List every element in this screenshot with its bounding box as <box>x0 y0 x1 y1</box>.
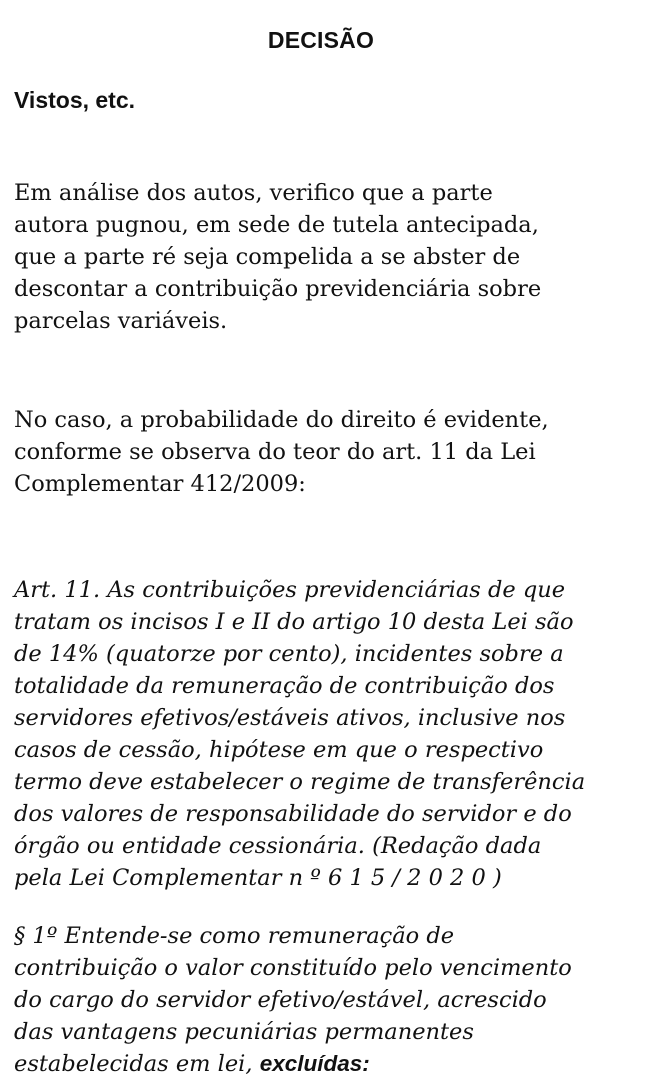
text-line: descontar a contribuição previdenciária sobre <box>14 276 542 302</box>
quote-line: casos de cessão, hipótese em que o respectivo <box>14 737 544 763</box>
emphasis-excluidas: excluídas: <box>259 1051 370 1076</box>
text-line: Em análise dos autos, verifico que a parte <box>14 180 493 206</box>
quote-line: totalidade da remuneração de contribuição dos <box>14 673 555 699</box>
text-line: que a parte ré seja compelida a se abster de <box>14 244 521 270</box>
text-line: autora pugnou, em sede de tutela antecipada, <box>14 212 539 238</box>
paragraph-probability <box>14 404 644 500</box>
quote-line: do cargo do servidor efetivo/estável, acrescido <box>14 987 547 1013</box>
quote-line: servidores efetivos/estáveis ativos, inclusive nos <box>14 705 566 731</box>
document-title: DECISÃO <box>267 27 375 53</box>
text-line: No caso, a probabilidade do direito é evidente, <box>14 407 549 433</box>
quote-line: de 14% (quatorze por cento), incidentes sobre a <box>14 641 564 667</box>
quote-line: órgão ou entidade cessionária. (Redação dada <box>14 833 542 859</box>
opening-phrase: Vistos, etc. <box>14 87 136 113</box>
quote-line: das vantagens pecuniárias permanentes <box>14 1019 474 1045</box>
quote-line: contribuição o valor constituído pelo vencimento <box>14 955 572 981</box>
quote-line: Art. 11. As contribuições previdenciárias de que <box>14 577 566 603</box>
quoted-paragraph-1 <box>14 920 644 1080</box>
quote-line: § 1º Entende-se como remuneração de <box>14 923 455 949</box>
quote-line-last <box>14 1048 644 1080</box>
quoted-article-11 <box>14 574 644 894</box>
quote-line: tratam os incisos I e II do artigo 10 desta Lei são <box>14 609 574 635</box>
paragraph-analysis <box>14 177 644 337</box>
quote-line: termo deve estabelecer o regime de transferência <box>14 769 586 795</box>
quote-text: estabelecidas em lei, <box>14 1051 260 1077</box>
quote-line: pela Lei Complementar n º 6 1 5 / 2 0 2 0 ) <box>14 865 502 891</box>
quote-line: dos valores de responsabilidade do servidor e do <box>14 801 572 827</box>
text-line: parcelas variáveis. <box>14 308 228 334</box>
text-line: conforme se observa do teor do art. 11 da Lei <box>14 439 536 465</box>
text-line: Complementar 412/2009: <box>14 471 306 497</box>
